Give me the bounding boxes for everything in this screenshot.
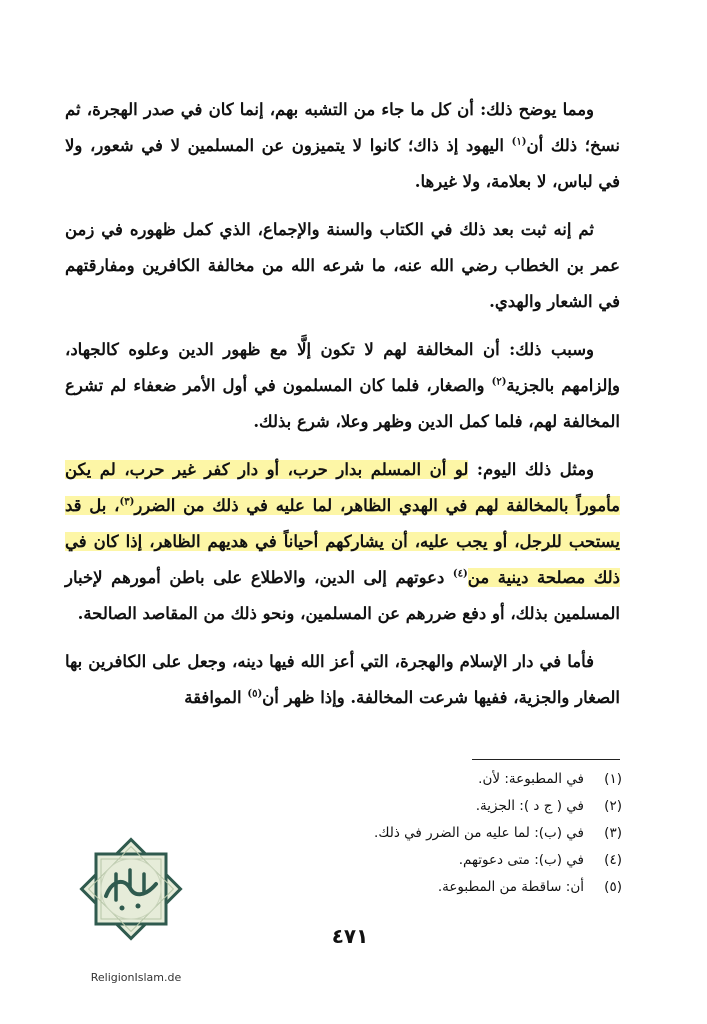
- paragraph: وسبب ذلك: أن المخالفة لهم لا تكون إلَّا مع ظهور الدين وعلوه كالجهاد، وإلزامهم بالجزية$^{(٢)}$ والصغار، فلما كان المسلمون في أول الأمر ضعفاء لم تشرع المخالفة لهم، فلما كمل الدين وظهر وعلا، شرع بذلك.: [65, 340, 621, 431]
- footnote: (٥) أن: ساقطة من المطبوعة.: [437, 879, 622, 895]
- paragraph: ثم إنه ثبت بعد ذلك في الكتاب والسنة والإجماع، الذي كمل ظهوره في زمن عمر بن الخطاب رضي الله عنه، ما شرعه الله من مخالفة الكافرين ومفارقتهم في الشعار والهدي.: [65, 220, 620, 311]
- footnotes: [300, 766, 622, 901]
- footnote-ref[interactable]: (٢): [491, 376, 507, 388]
- page-number: ٤٧١: [331, 924, 369, 948]
- footnote: (١) في المطبوعة: لأن.: [478, 771, 622, 787]
- main-text: [65, 92, 620, 728]
- paragraph: ومما يوضح ذلك: أن كل ما جاء من التشبه بهم، إنما كان في صدر الهجرة، ثم نسخ؛ ذلك أن$^{(١)}$ اليهود إذ ذاك؛ كانوا لا يتميزون عن المسلمين لا في شعور، ولا في لباس، لا بعلامة، ولا غيرها.: [65, 100, 620, 191]
- footnote: (٤) في (ب): متى دعوتهم.: [458, 852, 622, 868]
- logo-emblem: [72, 830, 190, 948]
- footnote-ref[interactable]: (٣): [119, 496, 135, 508]
- logo-caption[interactable]: ReligionIslam.de: [90, 971, 182, 984]
- paragraph: فأما في دار الإسلام والهجرة، التي أعز الله فيها دينه، وجعل على الكافرين بها الصغار والجزية، ففيها شرعت المخالفة. وإذا ظهر أن$^{(٥)}$ الموافقة: [65, 652, 620, 707]
- footnote-ref[interactable]: (١): [511, 136, 527, 148]
- footnote: (٢) في ( ج د ): الجزية.: [475, 798, 622, 814]
- footnote-ref[interactable]: (٤): [452, 568, 468, 580]
- highlighted-passage: لو أن المسلم بدار حرب، أو دار كفر غير حرب، لم يكن مأموراً بالمخالفة لهم في الهدي الظاهر، لما عليه في ذلك من الضرر$^{(٣)}$، بل قد يستحب للرجل، أو يجب عليه، أن يشاركهم أحياناً في هديهم الظاهر، إذا كان في ذلك مصلحة دينية من: [65, 460, 621, 587]
- footnote-divider: [472, 759, 620, 760]
- footnote-ref[interactable]: (٥): [247, 688, 263, 700]
- footnote: (٣) في (ب): لما عليه من الضرر في ذلك.: [374, 825, 622, 841]
- octagon-star-icon: [72, 830, 190, 948]
- paragraph-highlighted: ومثل ذلك اليوم: لو أن المسلم بدار حرب، أو دار كفر غير حرب، لم يكن مأموراً بالمخالفة لهم في الهدي الظاهر، لما عليه في ذلك من الضرر$^{(٣)}$، بل قد يستحب للرجل، أو يجب عليه، أن يشاركهم أحياناً في هديهم الظاهر، إذا كان في ذلك مصلحة دينية من$^{(٤)}$ دعوتهم إلى الدين، والاطلاع على باطن أمورهم لإخبار المسلمين بذلك، أو دفع ضررهم عن المسلمين، ونحو ذلك من المقاصد الصالحة.: [65, 460, 621, 623]
